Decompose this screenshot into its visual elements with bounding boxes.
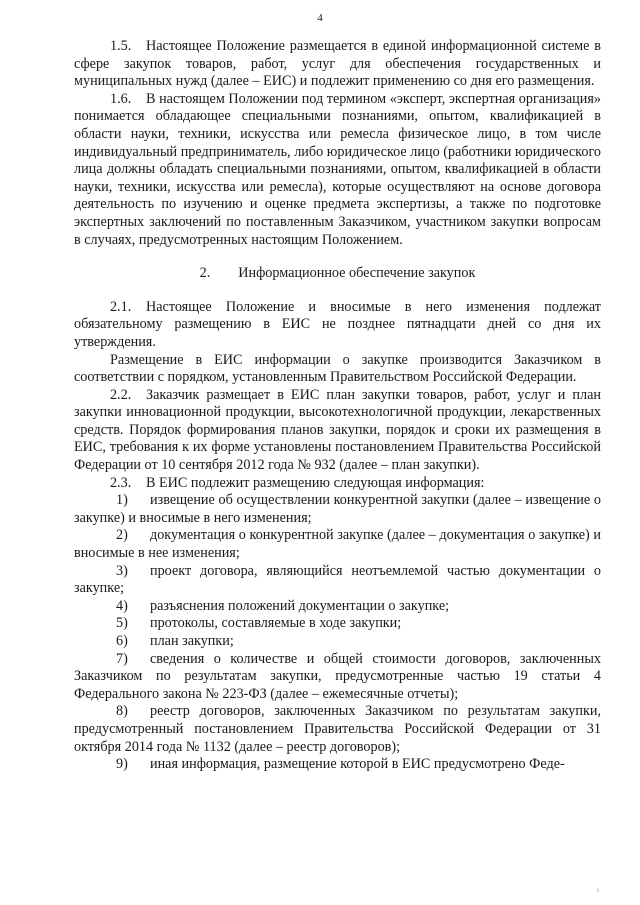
section-title: Информационное обеспечение закупок <box>238 265 476 282</box>
list-item-number: 4) <box>116 597 128 614</box>
list-item-number: 6) <box>116 633 128 649</box>
list-item <box>74 615 601 633</box>
list-item <box>74 527 601 562</box>
list-item <box>74 598 601 616</box>
list-item-text: проект договора, являющийся неотъемлемой частью документации о закупке; <box>74 562 601 597</box>
list-item <box>74 633 601 651</box>
list-item-text: план закупки; <box>150 633 234 649</box>
list-item-number: 2) <box>116 527 128 544</box>
list-item-text: документация о конкурентной закупке (далее – документация о закупке) и вносимые в нее изменения; <box>74 527 601 562</box>
list-item-text: реестр договоров, заключенных Заказчиком по результатам закупки, предусмотренный постановлением Правительства Российской Федерации от 31 октября 2014 года № 1132 (далее – реестр договоров); <box>74 703 601 755</box>
list-item <box>74 492 601 527</box>
list-item-text: иная информация, размещение которой в ЕИС предусмотрено Феде- <box>150 756 565 773</box>
list-item-number: 3) <box>116 562 128 579</box>
list-item-number: 1) <box>116 492 128 509</box>
list-item-text: извещение об осуществлении конкурентной закупки (далее – извещение о закупке) и вносимые в него изменения; <box>74 492 601 526</box>
paragraph-number: 2.2. <box>110 386 132 403</box>
paragraph-text: Заказчик размещает в ЕИС план закупки товаров, работ, услуг и план закупки инновационной продукции, высокотехнологичной продукции, лекарственных средств. Порядок формирования планов закупки, порядок и сроки их размещения в ЕИС, требования к их форме установлены постановлением Правительства Российской Федерации от 10 сентября 2012 года № 932 (далее – план закупки). <box>74 386 601 474</box>
list-item-text: сведения о количестве и общей стоимости договоров, заключенных Заказчиком по результатам закупки, предусмотренные частью 19 статьи 4 Федерального закона № 223-ФЗ (далее – ежемесячные отчеты); <box>74 650 601 702</box>
paragraph-2-1 <box>74 299 601 352</box>
list-item <box>74 563 601 598</box>
list-item <box>74 756 601 774</box>
list-item-number: 9) <box>116 756 128 773</box>
paragraph-2-1-continued: Размещение в ЕИС информации о закупке производится Заказчиком в соответствии с порядком, установленным Правительством Российской Федерации. <box>74 351 601 386</box>
paragraph-number: 1.6. <box>110 90 132 107</box>
document-body <box>74 38 601 774</box>
section-heading-2 <box>74 265 601 283</box>
list-item-text: протоколы, составляемые в ходе закупки; <box>150 615 402 632</box>
list-item-text: разъяснения положений документации о закупке; <box>150 597 450 614</box>
paragraph-text: В настоящем Положении под термином «эксперт, экспертная организация» понимается обладающее специальными познаниями, опытом, квалификацией в области науки, техники, искусства или ремесла физическое лицо, в том числе индивидуальный предприниматель, либо юридическое лицо (работники юридического лица должны обладать специальными познаниями, опытом, квалификацией в области науки, техники, искусства или ремесла), которые осуществляют на основе договора деятельность по изучению и оценке предмета экспертизы, а также по подготовке экспертных заключений по поставленным Заказчиком, участником закупки вопросам в случаях, предусмотренных настоящим Положением. <box>74 90 601 248</box>
paragraph-number: 2.3. <box>110 474 132 491</box>
paragraph-2-2 <box>74 387 601 475</box>
list-item-number: 7) <box>116 650 128 667</box>
paragraph-number: 2.1. <box>110 298 132 315</box>
scan-corner-mark: ı <box>597 886 599 894</box>
paragraph-number: 1.5. <box>110 38 132 54</box>
paragraph-1-5 <box>74 38 601 91</box>
list-item <box>74 703 601 756</box>
list-item <box>74 651 601 704</box>
paragraph-text: Настоящее Положение размещается в единой информационной системе в сфере закупок товаров, работ, услуг для обеспечения государственных и муниципальных нужд (далее – ЕИС) и подлежит применению со дня его размещения. <box>74 38 601 90</box>
paragraph-text: В ЕИС подлежит размещению следующая информация: <box>146 474 485 491</box>
paragraph-1-6 <box>74 91 601 249</box>
section-number: 2. <box>199 265 211 282</box>
page-number: 4 <box>317 12 323 24</box>
list-item-number: 5) <box>116 615 128 632</box>
paragraph-text: Настоящее Положение и вносимые в него изменения подлежат обязательному размещению в ЕИС не позднее пятнадцати дней со дня их утверждения. <box>74 298 601 350</box>
paragraph-2-3 <box>74 475 601 493</box>
list-item-number: 8) <box>116 703 128 720</box>
